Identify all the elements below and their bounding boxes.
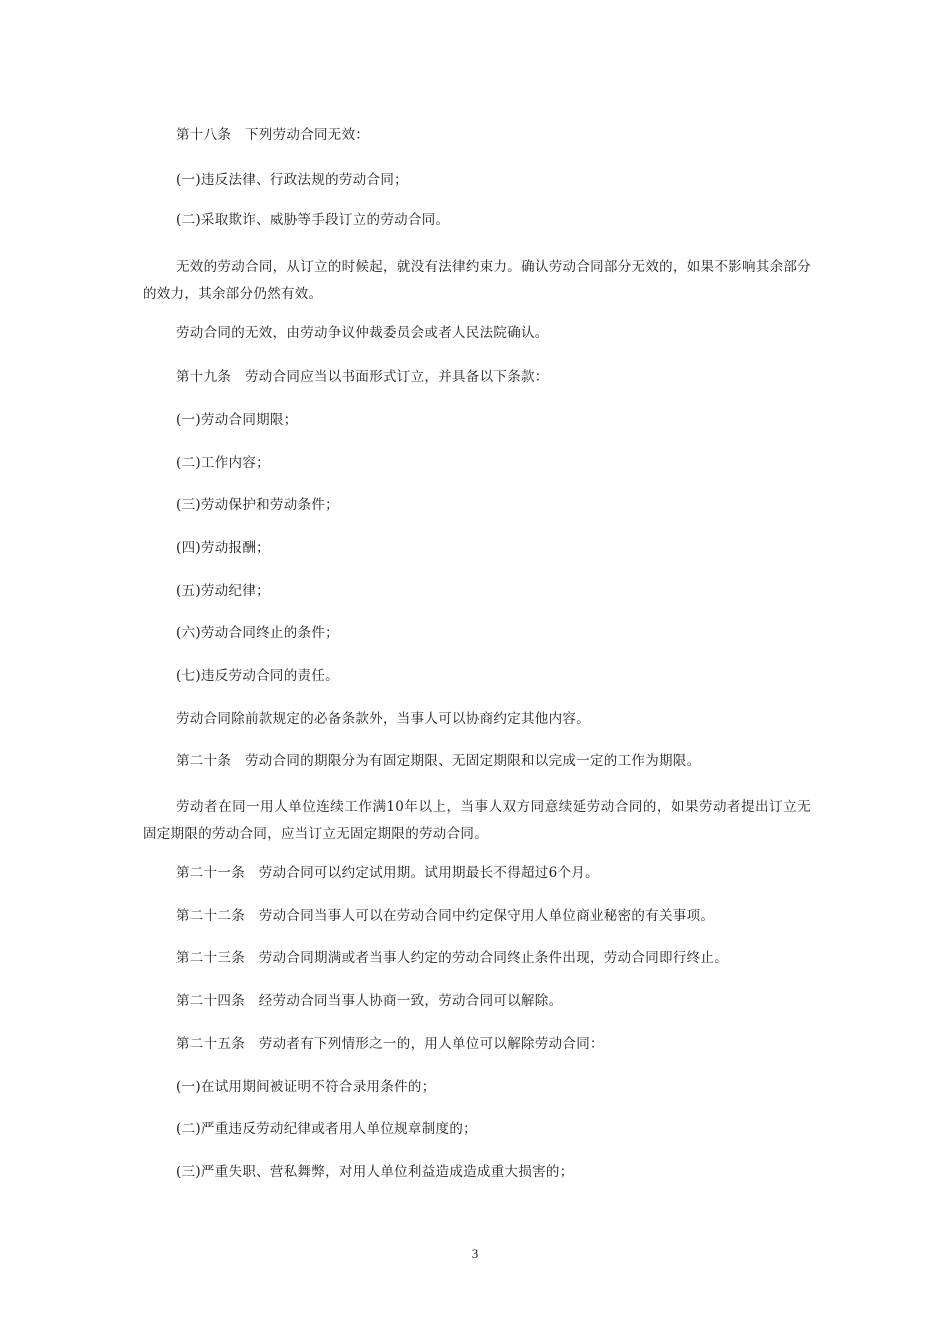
- list-item: (三)严重失职、营私舞弊，对用人单位利益造成造成重大损害的；: [176, 1164, 574, 1180]
- body-paragraph: 劳动者在同一用人单位连续工作满10年以上，当事人双方同意续延劳动合同的，如果劳动者提出订立无固定期限的劳动合同，应当订立无固定期限的劳动合同。: [143, 799, 811, 842]
- list-item: (七)违反劳动合同的责任。: [176, 668, 339, 684]
- article-20-heading: 第二十条 劳动合同的期限分为有固定期限、无固定期限和以完成一定的工作为期限。: [176, 753, 701, 769]
- body-paragraph: 劳动合同的无效，由劳动争议仲裁委员会或者人民法院确认。: [176, 325, 549, 341]
- article-19-heading: 第十九条 劳动合同应当以书面形式订立，并具备以下条款：: [176, 369, 549, 385]
- list-item: (五)劳动纪律；: [176, 583, 270, 599]
- list-item: (二)严重违反劳动纪律或者用人单位规章制度的；: [176, 1121, 477, 1137]
- list-item: (二)采取欺诈、威胁等手段订立的劳动合同。: [176, 212, 450, 228]
- body-paragraph: 劳动合同除前款规定的必备条款外，当事人可以协商约定其他内容。: [176, 711, 590, 727]
- article-23-heading: 第二十三条 劳动合同期满或者当事人约定的劳动合同终止条件出现，劳动合同即行终止。: [176, 950, 728, 966]
- body-paragraph: 无效的劳动合同，从订立的时候起，就没有法律约束力。确认劳动合同部分无效的，如果不影响其余部分的效力，其余部分仍然有效。: [143, 259, 811, 302]
- list-item: (一)违反法律、行政法规的劳动合同；: [176, 172, 408, 188]
- article-18-heading: 第十八条 下列劳动合同无效：: [176, 127, 370, 143]
- list-item: (六)劳动合同终止的条件；: [176, 625, 339, 641]
- article-21-heading: 第二十一条 劳动合同可以约定试用期。试用期最长不得超过6个月。: [176, 865, 599, 881]
- list-item: (一)劳动合同期限；: [176, 412, 298, 428]
- list-item: (一)在试用期间被证明不符合录用条件的；: [176, 1079, 436, 1095]
- list-item: (三)劳动保护和劳动条件；: [176, 497, 339, 513]
- list-item: (二)工作内容；: [176, 455, 270, 471]
- article-22-heading: 第二十二条 劳动合同当事人可以在劳动合同中约定保守用人单位商业秘密的有关事项。: [176, 908, 715, 924]
- page-number: 3: [471, 1246, 479, 1261]
- list-item: (四)劳动报酬；: [176, 540, 270, 556]
- article-25-heading: 第二十五条 劳动者有下列情形之一的，用人单位可以解除劳动合同：: [176, 1036, 604, 1052]
- article-24-heading: 第二十四条 经劳动合同当事人协商一致，劳动合同可以解除。: [176, 993, 563, 1009]
